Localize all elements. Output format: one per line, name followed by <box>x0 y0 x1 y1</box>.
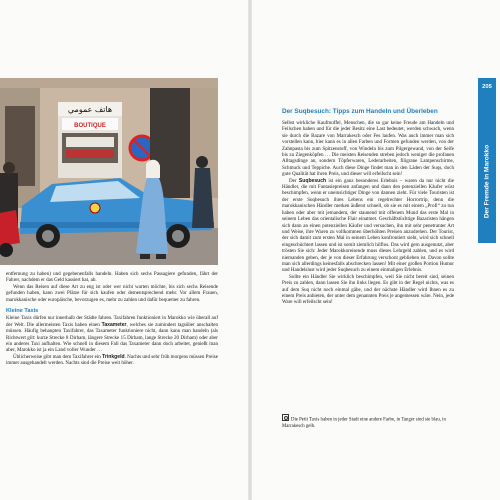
paragraph: Üblicherweise gibt man dem Taxifahrer ein Trinkgeld. Nachts und sehr früh morgens müssen Preise immer ausgehandelt werden. Nachts sind die Preise weit höher. <box>6 353 218 367</box>
taxi-photo-illustration <box>0 78 218 265</box>
paragraph: Selbst wirkliche Kaufmuffel, Menschen, die so gar keine Freude am Handeln und Feilschen haben und für die jeder Besitz eine Last bedeutet, werden schwach, wenn sie durch die Bazare von Marrakesch oder Fes laufen. Was auch immer man sich vorstellen kann, hier kann es in allen Farben und Formen gefunden werden, von der Zahnpasta bis zum Spitzenstoff, von Windeln bis zum Pilgergewand, von der Seife bis zu Ziegenköpfen … Die meisten Reisenden streben jedoch weniger die profanen Alltagsdinge an, sondern Töpferwaren, Lederarbeiten, filigrane Lampenschirme, Schmuck und Teppiche. Auch diese Dinge findet man in den Läden der Suqs, doch gute Qualität hat ihren Preis, und dieser will erfeilscht sein! <box>282 120 454 178</box>
chapter-side-tab <box>478 78 496 243</box>
sign-arabic-1: هاتف عمومي <box>67 105 113 114</box>
left-page <box>0 0 248 500</box>
page-number: 205 <box>482 84 492 90</box>
subheading-kleine-taxis: Kleine Taxis <box>6 308 39 315</box>
taxi-photo <box>0 78 218 265</box>
paragraph: Kleine Taxis dürfen nur innerhalb der Städte fahren. Taxifahren funktioniert in Marokko wie überall auf der Welt. Die allermeisten Taxis haben einen Taxameter, welches sie zumindest tagsüber anschalten müssen. Häufig behaupten Taxifahrer, das Taxameter funktioniere nicht, dann kann man handeln (als Richtwert gilt: kurze Strecke 8 Dirham, längere Strecke 15 Dirham, lange Strecke 20 Dirham) oder aber ein anderes Taxi aufhalten. Wie schnell in diesem Fall das Taxameter dann doch arbeitet, genießt man aber, Marokko ist ja ein Land voller Wunder … <box>6 315 218 354</box>
sign-boutique: BOUTIQUE <box>74 123 106 129</box>
paragraph: Der Suqbesuch ist ein ganz besonderes Erlebnis – waren da nur nicht die Händler, die mit Fantasiepreisen anfangen und dann den potenziellen Käufer wüst beschimpfen, wenn er uneinsichtiger Dinge von dannen zieht. Für viele Touristen ist der erste Suqbesuch ihres Lebens ein regelrechter Horrortrip, denn die marokkanischen Händler merken äußerst schnell, ob sie es mit einem „Profi“ zu tun haben oder aber mit jemandem, der staunend mit offenem Mund das erste Mal in seinem Leben das orientalische Flair einatmet. Geschäftstüchtige Bazaristen hängen sich dann an einen potenziellen Käufer und versuchen, ihn mit sehr penetranter Art und Weise, ihre Waren zu vollkommen überhöhten Preisen anzudrehen. Der Tourist, der sich damit zum ersten Mal in seinem Leben konfrontiert sieht, wird sich schnell eingeschüchtert lassen und ist somit ziemlich hilflos. Das wird gern ausgenutzt, aber trösten Sie sich: Jeder Marokkoreisende muss dieses Lehrgeld zahlen, und es wird niemanden geben, der je von dieser Erfahrung verschont geblieben ist. Davon sollte man sich allerdings keinesfalls abschrecken lassen! Mit einer großen Portion Humor und Handelslust wird jeder Suqbesuch zu einem einmaligen Erlebnis. <box>282 177 455 274</box>
paragraph: Sollte ein Händler Sie wirklich beschimpfen, weil Sie nicht bereit sind, seinen Preis zu zahlen, dann lassen Sie ihn links liegen. Es gibt in der Regel nichts, was es auf dem Suq nicht noch einmal gäbe, und der nächste Händler wird Ihnen es zu einem Preis anbieten, der unter dem genannten Preis je angemessen wäre. Nein, jede Ware will erfeilscht sein! <box>282 273 454 306</box>
chapter-title: Der Fremde in Marokko <box>483 144 491 219</box>
paragraph: entfernung zu haben) und gegebenenfalls handeln. Haben sich sechs Passagiere gefunden, fährt der Fahrer, nachdem er das Geld kassiert hat, ab. <box>6 271 218 284</box>
camera-icon <box>282 414 289 421</box>
caption-text: Die Petit Taxis haben in jeder Stadt eine andere Farbe, in Tanger sind sie blau, in Marrakesch gelb. <box>282 417 446 429</box>
section-heading: Der Suqbesuch: Tipps zum Handeln und Überleben <box>282 108 438 115</box>
photo-caption <box>282 414 454 430</box>
paragraph: Wenn das Reisen auf diese Art zu eng ist oder wer nicht warten möchte, bis sich sechs Reisende gefunden haben, kann zwei Plätze für sich kaufen oder dementsprechend mehr. Vor allem Frauen, marokkanische oder europäische, bevorzugen es, mehr zu zahlen und dafür bequemer zu fahren. <box>6 283 218 303</box>
left-column-text <box>6 271 218 367</box>
right-column-text <box>282 120 454 306</box>
